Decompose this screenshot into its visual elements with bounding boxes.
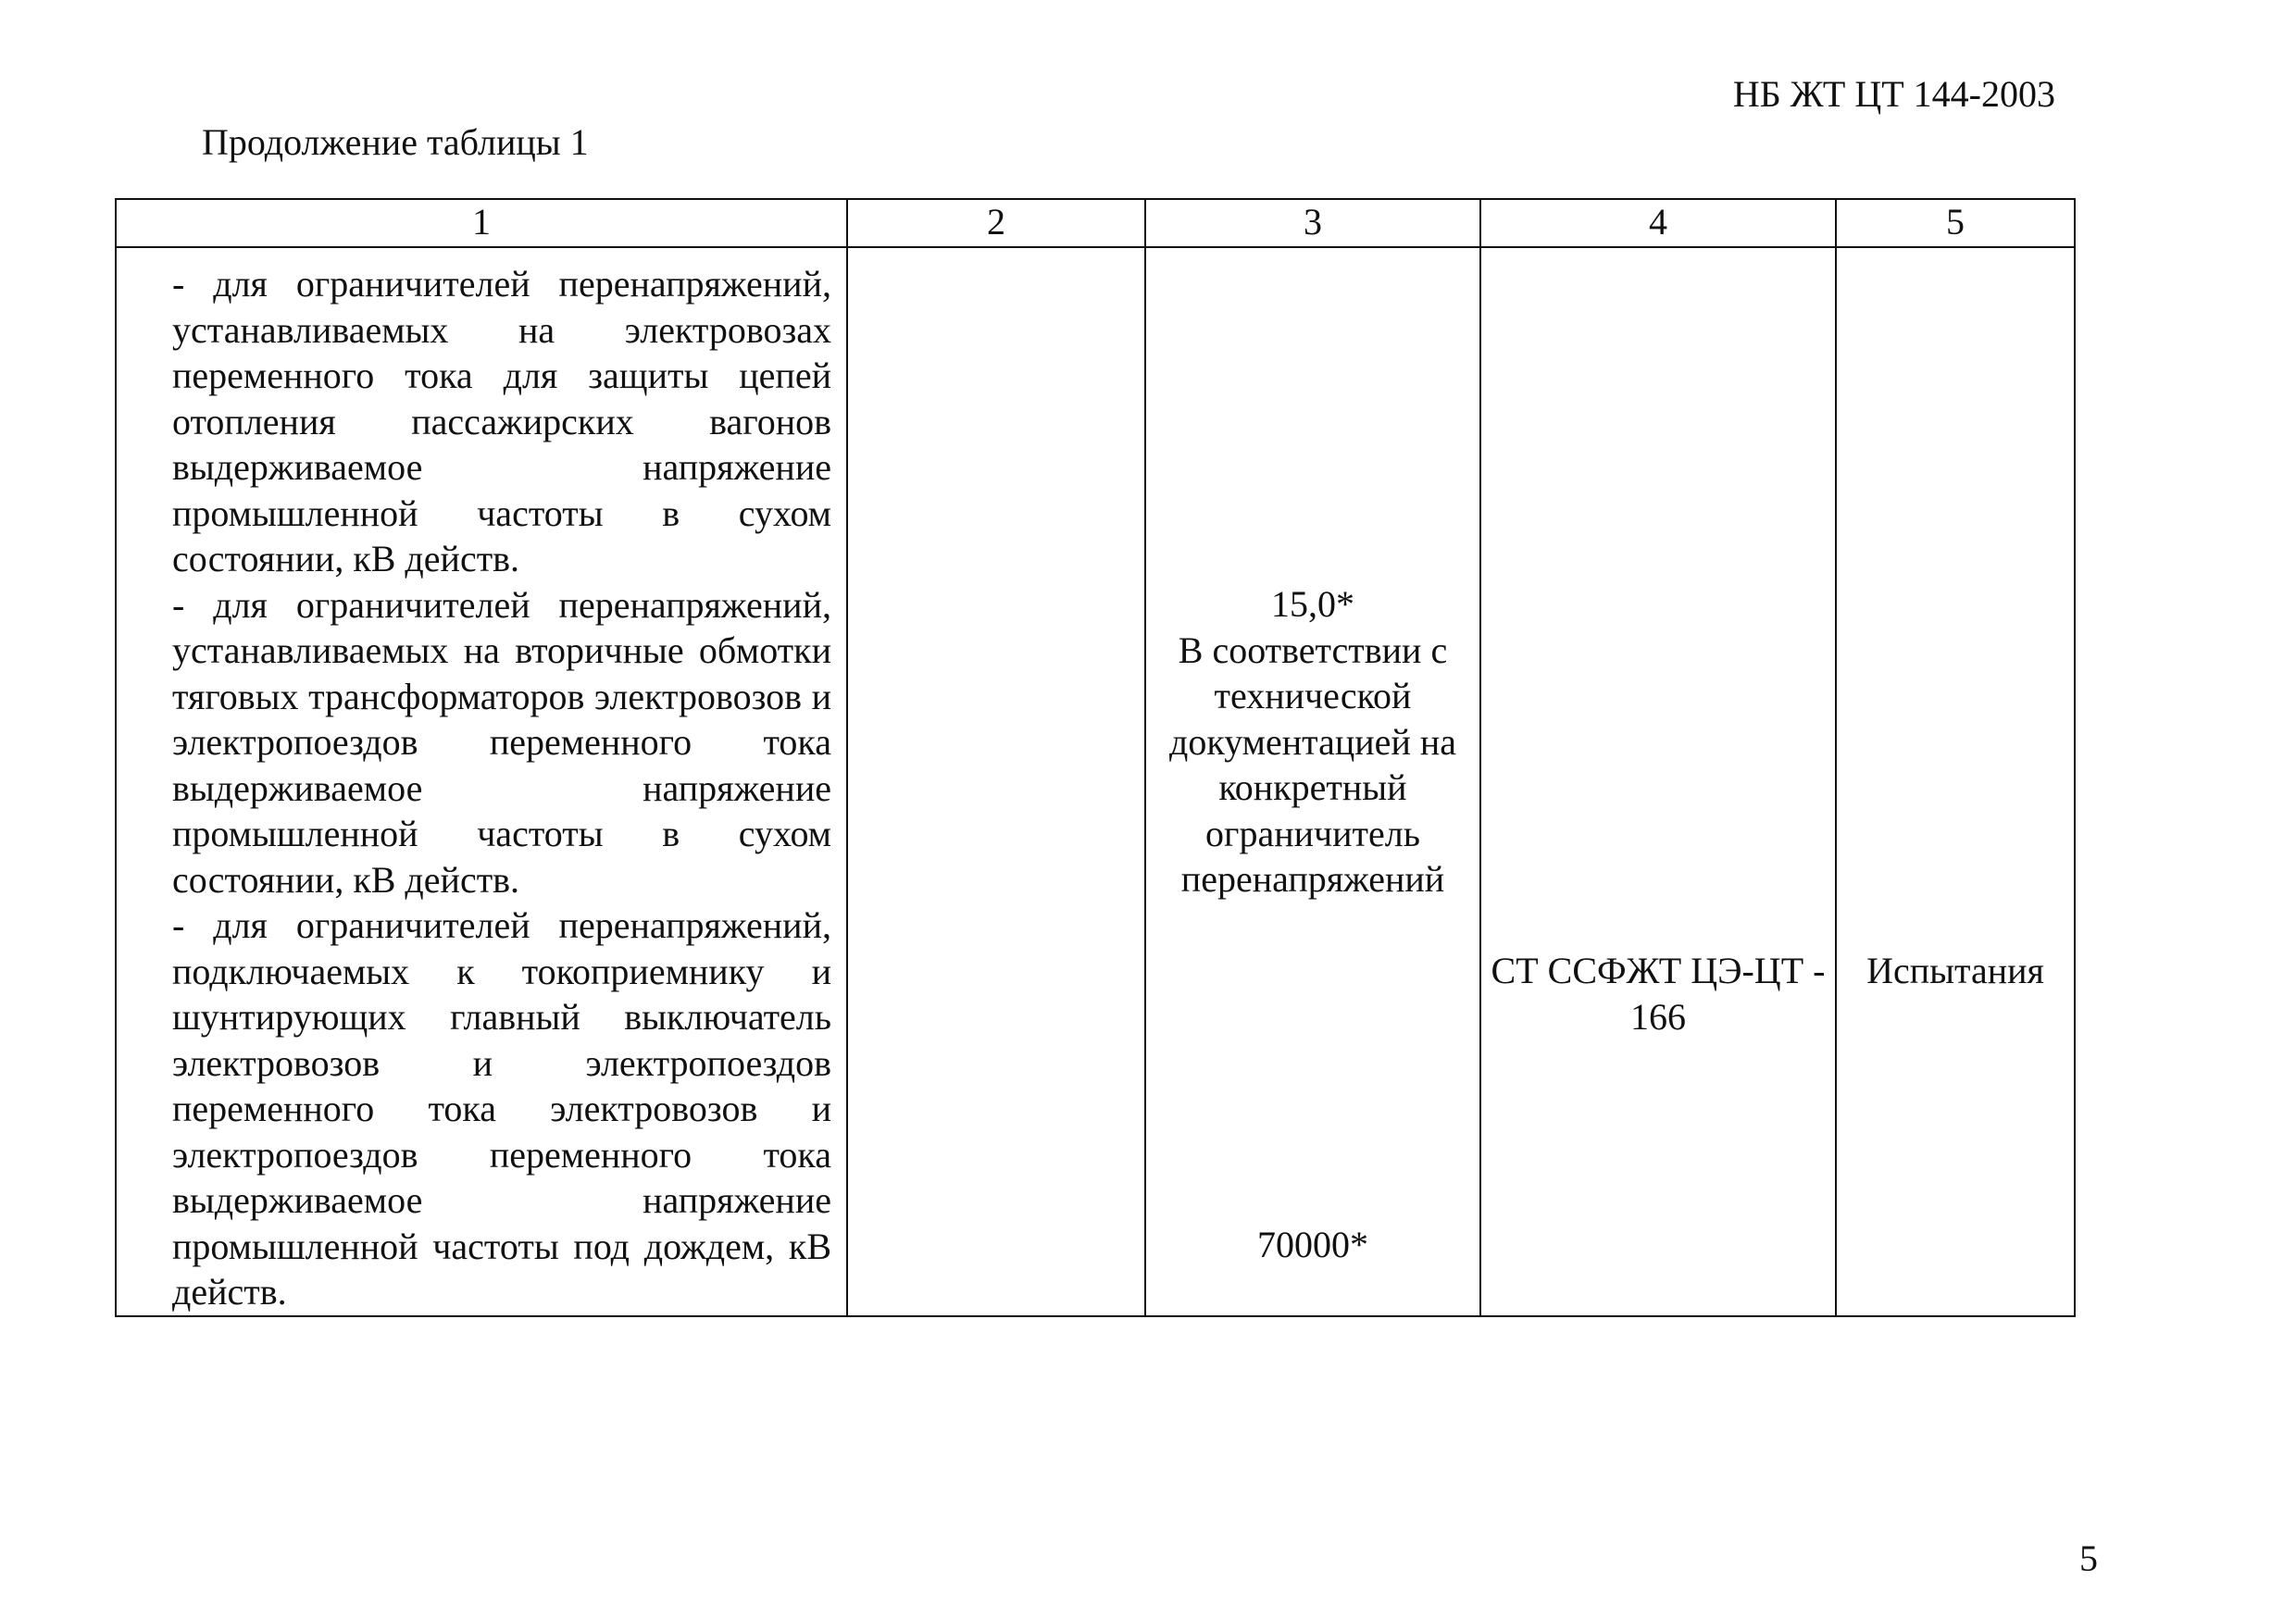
- requirements-table-wrapper: [115, 198, 2074, 1317]
- column-header-2: 2: [847, 199, 1145, 247]
- norm-value-heating: 15,0*: [1271, 583, 1354, 625]
- column-header-4: 4: [1480, 199, 1836, 247]
- cell-requirement-description: [116, 247, 847, 1316]
- cell-column-2: [847, 247, 1145, 1316]
- table-caption: Продолжение таблицы 1: [202, 121, 589, 163]
- norm-value-rain: 70000*: [1257, 1224, 1368, 1265]
- column-header-1: 1: [116, 199, 847, 247]
- norm-value-note: В соответствии с технической документацией на конкретный ограничитель перенапряжений: [1168, 629, 1457, 900]
- requirements-table: [115, 198, 2076, 1317]
- standard-reference: СТ ССФЖТ ЦЭ-ЦТ - 166: [1491, 950, 1826, 1038]
- column-header-5: 5: [1836, 199, 2075, 247]
- requirement-secondary-windings: - для ограничителей перенапряжений, устанавливаемых на вторичные обмотки тяговых трансформаторов электровозов и электропоездов переменного тока выдерживаемое напряжение промышленной частоты в сухом состоянии, кВ действ.: [172, 583, 831, 901]
- table-row: [116, 247, 2075, 1316]
- document-code: НБ ЖТ ЦТ 144-2003: [1732, 73, 2055, 115]
- requirement-pantograph-rain: - для ограничителей перенапряжений, подключаемых к токоприемнику и шунтирующих главный выключатель электровозов и электропоездов переменного тока электровозов и электропоездов переменного тока выдерживаемое напряжение промышленной частоты под дождем, кВ действ.: [172, 904, 831, 1313]
- column-header-3: 3: [1145, 199, 1480, 247]
- cell-standard-reference: [1480, 247, 1836, 1316]
- cell-norm-values: [1145, 247, 1480, 1316]
- requirement-heating-circuits: - для ограничителей перенапряжений, устанавливаемых на электровозах переменного тока для защиты цепей отопления пассажирских вагонов выдерживаемое напряжение промышленной частоты в сухом состоянии, кВ действ.: [172, 263, 831, 579]
- verification-method: Испытания: [1866, 950, 2044, 991]
- cell-verification-method: [1836, 247, 2075, 1316]
- table-header-row: [116, 199, 2075, 247]
- page-number: 5: [2079, 1537, 2098, 1579]
